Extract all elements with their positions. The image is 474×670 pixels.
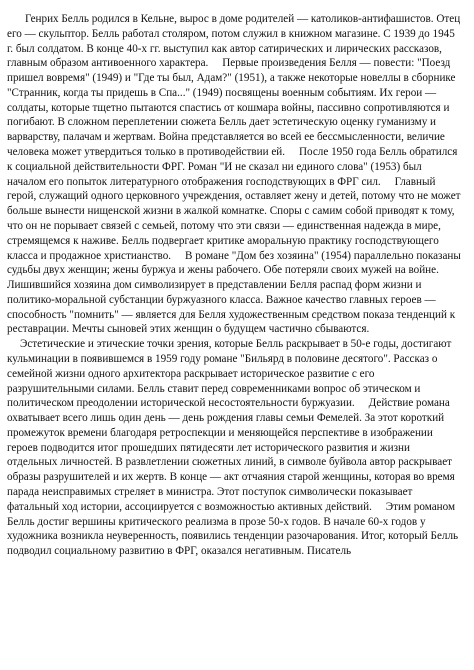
paragraph-billiards-novel: Эстетические и этические точки зрения, которые Белль раскрывает в 50-е годы, достигают кульминации в появившемся в 1959 году романе "Бильярд в половине десятого". Рассказ о семейной жизни одного архитектора раскрывает историческое развитие с его разрушительными силами. Белль ставит перед современниками вопрос об этическом и политическом преодолении исторической несостоятельности буржуазии. Действие романа охватывает всего лишь один день — день рождения главы семьи Фемелей. За этот короткий промежуток времени благодаря ретроспекции и меняющейся перспективе в изображении героев подводится итог прошедших пятидесяти лет исторического развития и жизни отдельных личностей. В развлетлении сюжетных линий, в символе буйвола автор раскрывает образы разрушителей и их жертв. В конце — акт отчаяния старой женщины, которая во время парада неисправимых стреляет в министра. Этот поступок символически показывает фатальный ход истории, ассоциируется с возможностью активных действий. Этим романом Белль достиг вершины критического реализма в прозе 50-х годов. В начале 60-х годов у художника возникла неуверенность, появились тенденции разочарования. Итог, который Белль подводил социальному развитию в ФРГ, оказался негативным. Писатель [7,338,461,558]
document-page [7,12,462,559]
paragraph-biography: Генрих Белль родился в Кельне, вырос в доме родителей — католиков-антифашистов. Отец его — скульптор. Белль работал столяром, потом служил в книжном магазине. С 1939 до 1945 г. был солдатом. В конце 40-х гг. выступил как автор сатирических и лирических рассказов, главным образом антивоенного характера. Первые произведения Белля — повести: "Поезд пришел вовремя" (1949) и "Где ты был, Адам?" (1951), а также некоторые новеллы в сборнике "Странник, когда ты придешь в Спа..." (1949) посвящены военным событиям. Их герои — солдаты, которые тщетно пытаются спастись от кошмара войны, пассивно сопротивляются и погибают. В сложном переплетении сюжета Белль дает эстетическую оценку гуманизму и варварству, палачам и жертвам. Война представляется во всей ее бессмысленности, величие человека может утвердиться только в противодействии ей. После 1950 года Белль обратился к социальной действительности ФРГ. Роман "И не сказал ни единого слова" (1953) был началом его попыток литературного отображения господствующих в ФРГ сил. Главный герой, служащий одного церковного учреждения, оставляет жену и детей, потому что не может больше вынести нищенской жизни в жалкой комнатке. Споры с самим собой приводят к тому, что он не порывает связей с семьей, потому что эти связи — единственная надежда в мире, стремящемся к наживе. Белль подвергает критике аморальную практику господствующего класса и продажное христианство. В романе "Дом без хозяина" (1954) параллельно показаны судьбы двух женщин; жены буржуа и жены рабочего. Обе потеряли своих мужей на войне. Лишившийся хозяина дом символизирует в представлении Белля распад форм жизни и политико-моральной субстанции буржуазного класса. Важное качество главных героев — способность "помнить" — является для Белля художественным средством показа тенденций к реставрации. Мечты сыновей этих женщин о будущем частично сбываются. [7,13,464,336]
